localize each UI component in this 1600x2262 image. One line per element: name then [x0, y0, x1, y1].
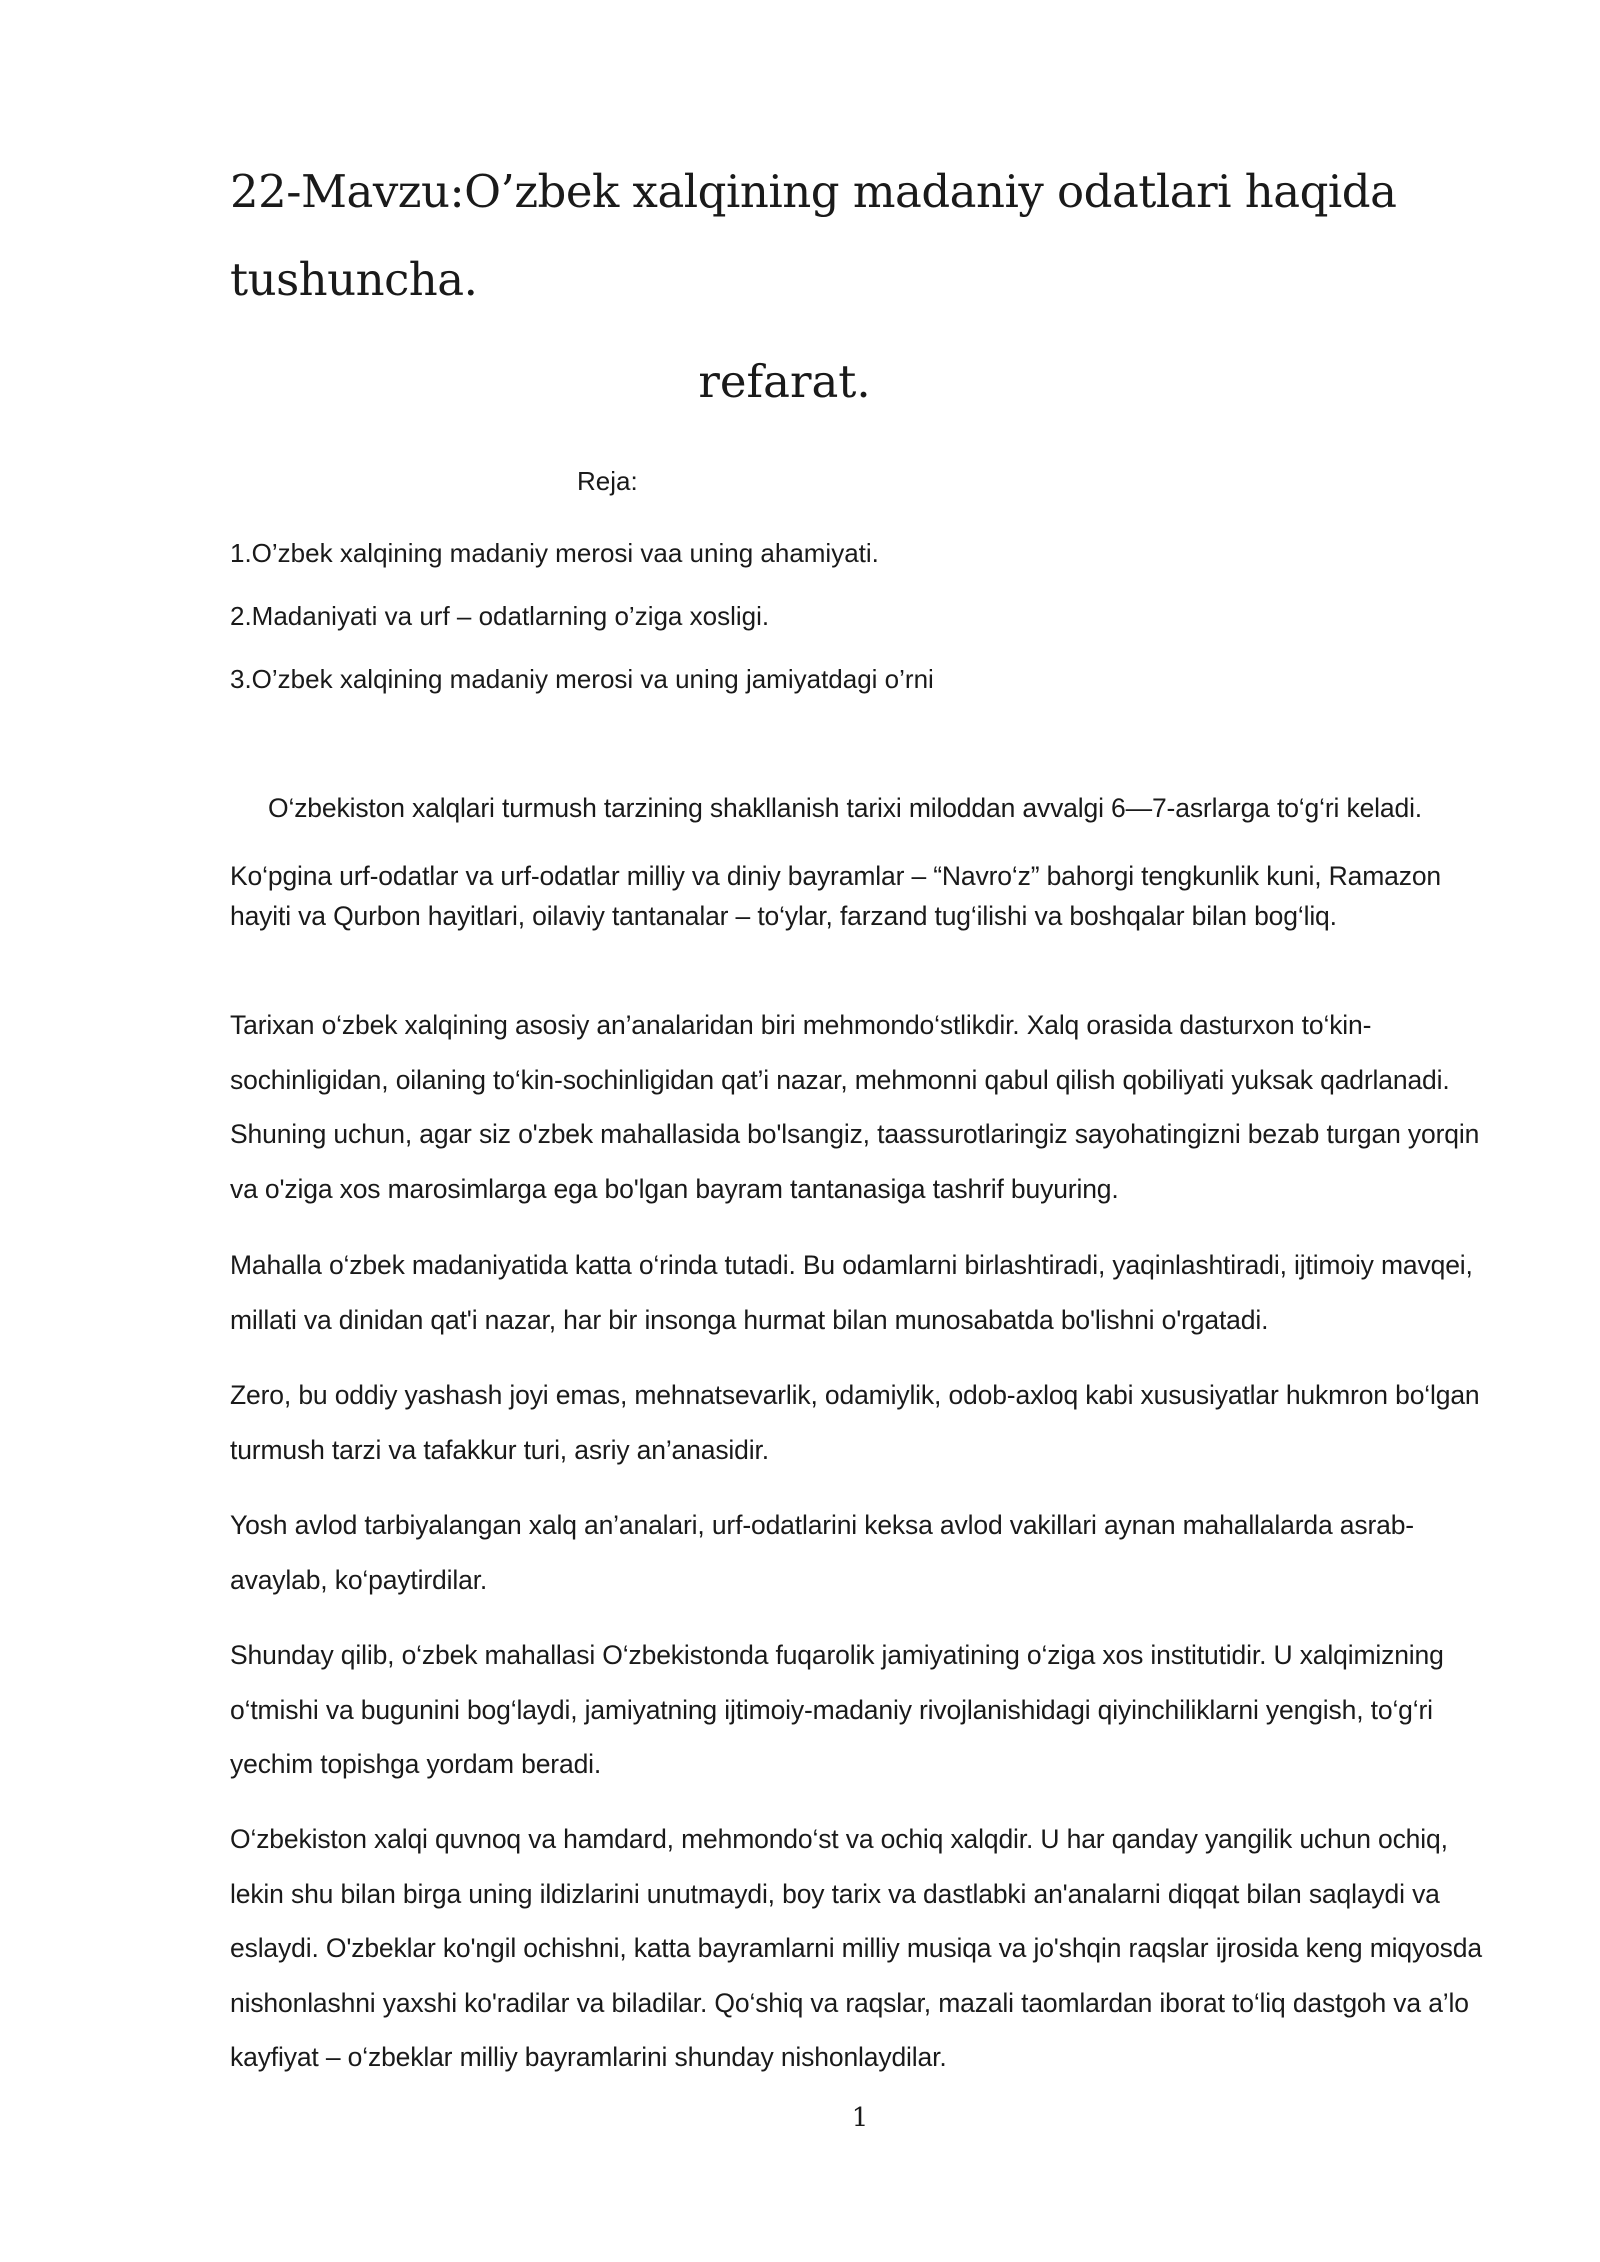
body-paragraph — [230, 1812, 1490, 2085]
plan-item: 1.O’zbek xalqining madaniy merosi vaa uning ahamiyati. — [230, 538, 879, 568]
body-paragraph — [230, 856, 1490, 936]
plan-heading: Reja: — [577, 466, 638, 496]
body-paragraph — [230, 998, 1490, 1216]
plan-list — [230, 535, 934, 724]
paragraph-text: O‘zbekiston xalqi quvnoq va hamdard, mehmondo‘st va ochiq xalqdir. U har qanday yangilik uchun ochiq, lekin shu bilan birga uning ildizlarini unutmaydi, boy tarix va dastlabki an'analarni diqqat bilan saqlaydi va eslaydi. O'zbeklar ko'ngil ochishni, katta bayramlarni milliy musiqa va jo'shqin raqslar ijrosida keng miqyosda nishonlashni yaxshi ko'radilar va biladilar. Qo‘shiq va raqslar, mazali taomlardan iborat to‘liq dastgoh va a’lo kayfiyat – o‘zbeklar milliy bayramlarini shunday nishonlaydilar. — [230, 1824, 1482, 2072]
paragraph-text: Yosh avlod tarbiyalangan xalq an’analari, urf-odatlarini keksa avlod vakillari aynan mahallalarda asrab-avaylab, ko‘paytirdilar. — [230, 1510, 1414, 1595]
paragraph-text: Zero, bu oddiy yashash joyi emas, mehnatsevarlik, odamiylik, odob-axloq kabi xususiyatlar hukmron bo‘lgan turmush tarzi va tafakkur turi, asriy an’anasidir. — [230, 1380, 1480, 1465]
body-paragraph — [230, 1238, 1490, 1347]
body-paragraph — [230, 1498, 1490, 1607]
paragraph-text: Shunday qilib, o‘zbek mahallasi O‘zbekistonda fuqarolik jamiyatining o‘ziga xos institutidir. U xalqimizning o‘tmishi va bugunini bog‘laydi, jamiyatning ijtimoiy-madaniy rivojlanishidagi qiyinchiliklarni yengish, to‘g‘ri yechim topishga yordam beradi. — [230, 1640, 1444, 1779]
document-subtitle: refarat. — [698, 355, 871, 408]
plan-item: 2.Madaniyati va urf – odatlarning o’ziga xosligi. — [230, 601, 770, 631]
plan-item: 3.O’zbek xalqining madaniy merosi va uning jamiyatdagi o’rni — [230, 664, 934, 694]
paragraph-text: O‘zbekiston xalqlari turmush tarzining shakllanish tarixi miloddan avvalgi 6—7-asrlarga to‘g‘ri keladi. — [268, 793, 1423, 823]
body-paragraph — [230, 790, 1490, 826]
page-number: 1 — [851, 2103, 869, 2133]
document-title: 22-Mavzu:O’zbek xalqining madaniy odatlari haqida tushuncha. — [230, 165, 1397, 306]
paragraph-text: Mahalla o‘zbek madaniyatida katta o‘rinda tutadi. Bu odamlarni birlashtiradi, yaqinlashtiradi, ijtimoiy mavqei, millati va dinidan qat'i nazar, har bir insonga hurmat bilan munosabatda bo'lishni o'rgatadi. — [230, 1250, 1473, 1335]
body-paragraph — [230, 1368, 1490, 1477]
body-paragraph — [230, 1628, 1490, 1792]
paragraph-text: Ko‘pgina urf-odatlar va urf-odatlar milliy va diniy bayramlar – “Navro‘z” bahorgi tengkunlik kuni, Ramazon hayiti va Qurbon hayitlari, oilaviy tantanalar – to‘ylar, farzand tug‘ilishi va boshqalar bilan bog‘liq. — [230, 861, 1442, 931]
paragraph-text: Tarixan o‘zbek xalqining asosiy an’analaridan biri mehmondo‘stlikdir. Xalq orasida dasturxon to‘kin-sochinligidan, oilaning to‘kin-sochinligidan qat’i nazar, mehmonni qabul qilish qobiliyati yuksak qadrlanadi. Shuning uchun, agar siz o'zbek mahallasida bo'lsangiz, taassurotlaringiz sayohatingizni bezab turgan yorqin va o'ziga xos marosimlarga ega bo'lgan bayram tantanasiga tashrif buyuring. — [230, 1010, 1480, 1204]
